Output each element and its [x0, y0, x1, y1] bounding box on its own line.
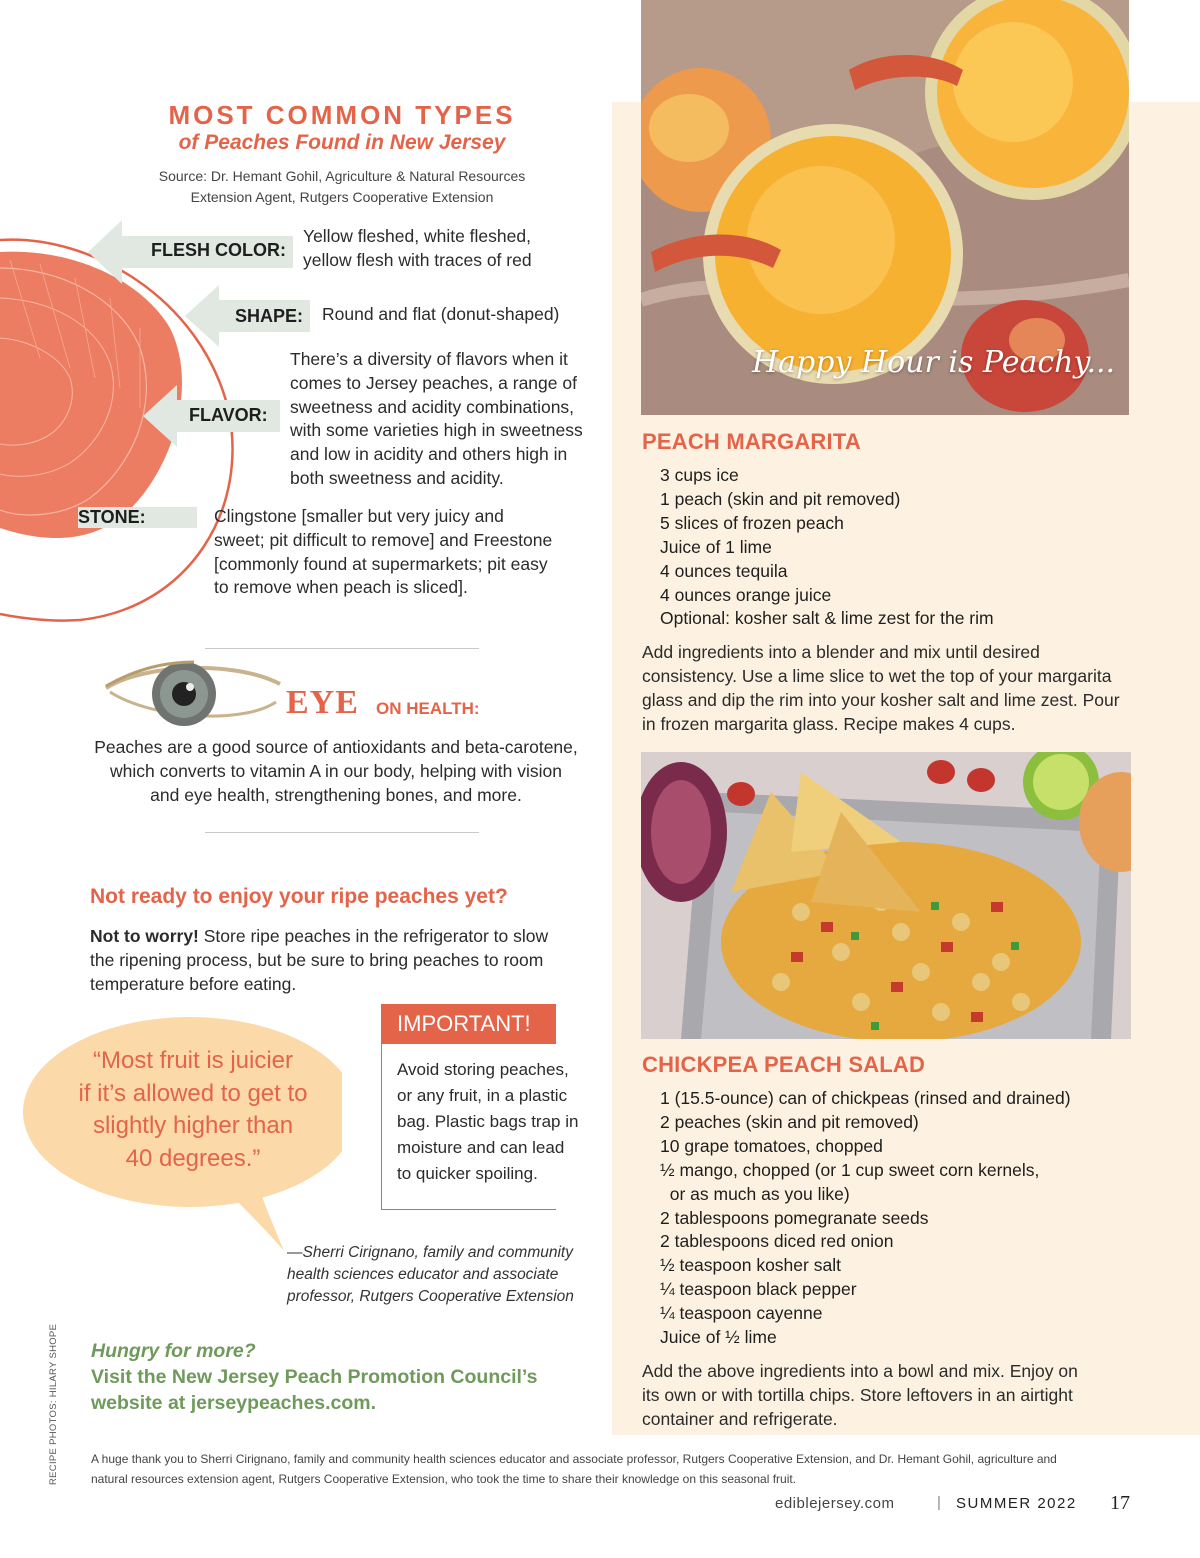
list-item: 10 grape tomatoes, chopped: [660, 1135, 883, 1156]
list-item: 4 ounces tequila: [660, 560, 788, 581]
eye-health-text: Peaches are a good source of antioxidants and beta-carotene, which converts to vitamin A in our body, helping with vision and eye health, strengthening bones, and more.: [94, 737, 578, 805]
list-item: Juice of ½ lime: [660, 1327, 777, 1348]
stone-text: Clingstone [smaller but very juicy and sweet; pit difficult to remove] and Freestone [commonly found at supermarkets; pit easy to remove when peach is sliced].: [214, 506, 553, 598]
flavor-label: FLAVOR:: [189, 405, 268, 425]
important-tag: IMPORTANT!: [381, 1004, 556, 1044]
page-number: 17: [1110, 1492, 1130, 1514]
list-item: ¼ teaspoon black pepper: [660, 1279, 857, 1300]
ready-heading: Not ready to enjoy your ripe peaches yet?: [90, 885, 508, 908]
list-item: ½ mango, chopped (or 1 cup sweet corn kernels,: [660, 1159, 1040, 1180]
shape-text: Round and flat (donut-shaped): [322, 304, 560, 324]
list-item: 2 tablespoons diced red onion: [660, 1231, 894, 1252]
hungry-callout: Hungry for more? Visit the New Jersey Peach Promotion Council’s website at jerseypeaches.com.: [91, 1338, 591, 1416]
thanks-note: A huge thank you to Sherri Cirignano, family and community health sciences educator and associate professor, Rutgers Cooperative Extension, and Dr. Hemant Gohil, agriculture and natural resources extension agent, Rutgers Cooperative Extension, who took the time to share their knowledge on this seasonal fruit.: [91, 1452, 1057, 1486]
list-item: Juice of 1 lime: [660, 536, 772, 557]
important-text: Avoid storing peaches, or any fruit, in a plastic bag. Plastic bags trap in moisture and can lead to quicker spoiling.: [397, 1060, 579, 1183]
flavor-text: There’s a diversity of flavors when it comes to Jersey peaches, a range of sweetness and acidity combinations, with some varieties high in sweetness and low in acidity and others high in both sweetness and acidity.: [290, 349, 583, 488]
flesh-color-text: Yellow fleshed, white fleshed, yellow flesh with traces of red: [303, 226, 532, 270]
salad-method: Add the above ingredients into a bowl and mix. Enjoy on its own or with tortilla chips. Store leftovers in an airtight container and refrigerate.: [642, 1361, 1078, 1429]
flesh-color-label: FLESH COLOR:: [151, 240, 286, 260]
eye-word: EYE: [286, 684, 359, 721]
margarita-title: PEACH MARGARITA: [642, 429, 861, 454]
list-item: 4 ounces orange juice: [660, 584, 832, 605]
footer-separator: |: [937, 1494, 941, 1511]
divider-top: [205, 648, 479, 649]
list-item: 1 peach (skin and pit removed): [660, 488, 901, 509]
types-subtitle: of Peaches Found in New Jersey: [178, 131, 506, 154]
margarita-ingredients: [660, 464, 994, 631]
salad-ingredients: [660, 1087, 1071, 1350]
list-item: 3 cups ice: [660, 465, 739, 485]
list-item: ½ teaspoon kosher salt: [660, 1255, 841, 1276]
happy-hour-overlay: Happy Hour is Peachy...: [752, 345, 1116, 380]
margarita-method: Add ingredients into a blender and mix until desired consistency. Use a lime slice to wet the top of your margarita glass and dip the rim into your kosher salt and lime zest. Pour in frozen margarita glass. Recipe makes 4 cups.: [642, 642, 1120, 734]
on-health-label: ON HEALTH:: [376, 699, 480, 718]
list-item: 1 (15.5-ounce) can of chickpeas (rinsed and drained): [660, 1088, 1071, 1108]
salad-title: CHICKPEA PEACH SALAD: [642, 1052, 926, 1077]
salad-photo: [641, 752, 1131, 1039]
list-item: 5 slices of frozen peach: [660, 512, 844, 533]
list-item: or as much as you like): [660, 1183, 850, 1204]
list-item: 2 peaches (skin and pit removed): [660, 1111, 919, 1132]
types-title: MOST COMMON TYPES: [168, 100, 516, 130]
footer-issue: SUMMER 2022: [956, 1495, 1077, 1512]
shape-label: SHAPE:: [235, 306, 304, 326]
divider-bottom: [205, 832, 479, 833]
list-item: Optional: kosher salt & lime zest for the rim: [660, 608, 994, 629]
quote-text: “Most fruit is juicier if it’s allowed to get to slightly higher than 40 degrees.”: [78, 1047, 308, 1172]
eye-icon: [104, 658, 284, 730]
footer-site-link[interactable]: ediblejersey.com: [775, 1495, 895, 1512]
stone-label: STONE:: [78, 507, 146, 527]
types-source: Source: Dr. Hemant Gohil, Agriculture & Natural Resources Extension Agent, Rutgers Cooperative Extension: [158, 168, 526, 205]
list-item: ¼ teaspoon cayenne: [660, 1303, 823, 1324]
list-item: 2 tablespoons pomegranate seeds: [660, 1207, 929, 1228]
photo-credit: RECIPE PHOTOS: HILARY SHOPE: [48, 1323, 59, 1485]
ready-text: Not to worry! Store ripe peaches in the refrigerator to slow the ripening process, but be sure to bring peaches to room temperature before eating.: [90, 926, 549, 994]
jerseypeaches-link[interactable]: website at jerseypeaches.com.: [91, 1392, 377, 1414]
quote-attribution: —Sherri Cirignano, family and community health sciences educator and associate professor, Rutgers Cooperative Extension: [287, 1244, 574, 1305]
